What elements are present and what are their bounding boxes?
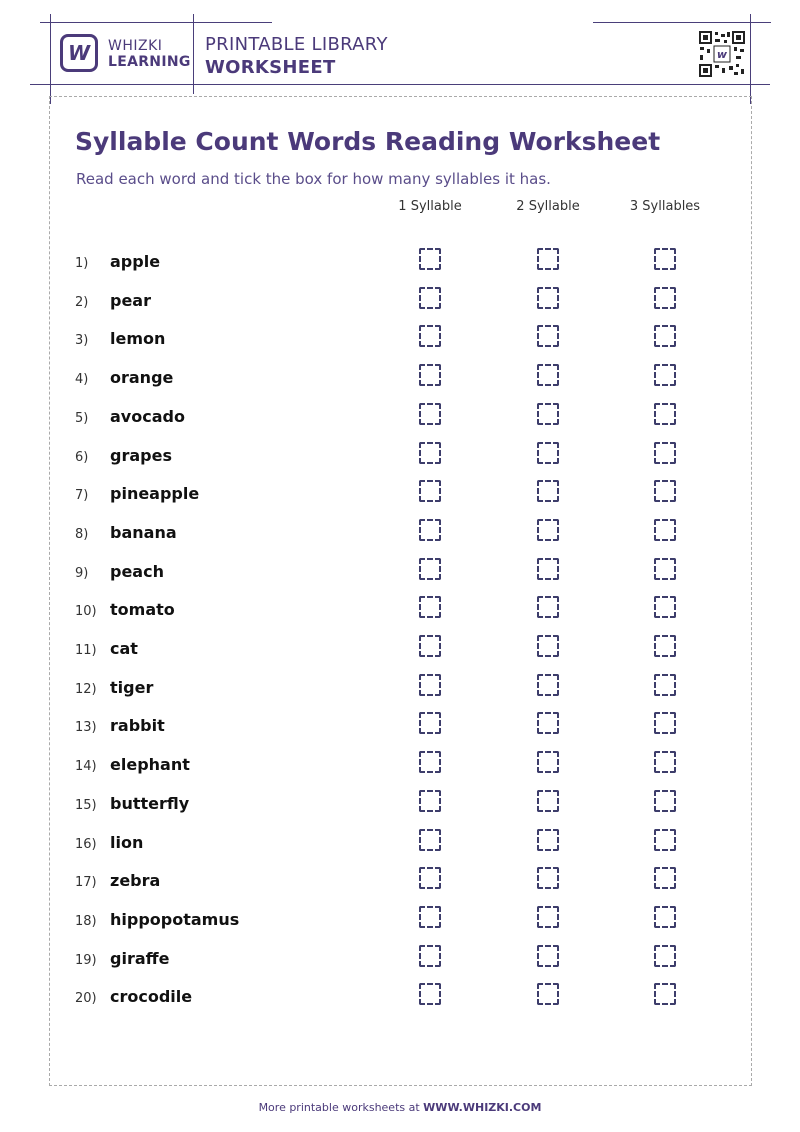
checkbox-1-syllable[interactable] [419, 596, 441, 618]
checkbox-2-syllable[interactable] [537, 945, 559, 967]
library-label: PRINTABLE LIBRARY [205, 34, 388, 55]
checkbox-1-syllable[interactable] [419, 983, 441, 1005]
row-number: 9) [75, 565, 89, 581]
row-number: 13) [75, 720, 97, 736]
row-number: 17) [75, 875, 97, 891]
checkbox-2-syllable[interactable] [537, 790, 559, 812]
word-row [0, 480, 800, 510]
checkbox-3-syllables[interactable] [654, 790, 676, 812]
row-word: pineapple [110, 484, 200, 504]
word-row [0, 751, 800, 781]
row-word: zebra [110, 871, 161, 891]
logo [60, 34, 98, 72]
word-row [0, 712, 800, 742]
row-word: giraffe [110, 948, 170, 968]
checkbox-2-syllable[interactable] [537, 325, 559, 347]
row-number: 16) [75, 836, 97, 852]
word-row [0, 790, 800, 820]
word-row [0, 558, 800, 588]
checkbox-2-syllable[interactable] [537, 248, 559, 270]
row-number: 7) [75, 488, 89, 504]
row-number: 5) [75, 410, 89, 426]
row-word: banana [110, 522, 177, 542]
checkbox-2-syllable[interactable] [537, 635, 559, 657]
checkbox-3-syllables[interactable] [654, 519, 676, 541]
row-word: butterfly [110, 793, 190, 813]
column-header-1-syllable: 1 Syllable [398, 199, 462, 214]
checkbox-1-syllable[interactable] [419, 519, 441, 541]
checkbox-3-syllables[interactable] [654, 596, 676, 618]
word-row [0, 287, 800, 317]
checkbox-3-syllables[interactable] [654, 635, 676, 657]
checkbox-3-syllables[interactable] [654, 674, 676, 696]
word-row [0, 674, 800, 704]
column-header-2-syllable: 2 Syllable [516, 199, 580, 214]
worksheet-title: Syllable Count Words Reading Worksheet [75, 127, 661, 156]
row-word: tiger [110, 677, 154, 697]
row-word: apple [110, 252, 161, 271]
checkbox-1-syllable[interactable] [419, 325, 441, 347]
checkbox-1-syllable[interactable] [419, 712, 441, 734]
footer-link[interactable]: WWW.WHIZKI.COM [423, 1101, 542, 1114]
row-word: crocodile [110, 987, 193, 1007]
row-number: 6) [75, 449, 89, 465]
qr-code [698, 30, 746, 78]
row-number: 18) [75, 913, 97, 929]
row-number: 2) [75, 294, 89, 310]
checkbox-3-syllables[interactable] [654, 248, 676, 270]
row-word: pear [110, 290, 151, 310]
checkbox-2-syllable[interactable] [537, 712, 559, 734]
checkbox-1-syllable[interactable] [419, 635, 441, 657]
checkbox-1-syllable[interactable] [419, 364, 441, 386]
row-word: tomato [110, 600, 175, 620]
row-word: lion [110, 832, 144, 852]
row-word: peach [110, 561, 164, 581]
checkbox-2-syllable[interactable] [537, 983, 559, 1005]
row-number: 15) [75, 797, 97, 813]
word-row [0, 635, 800, 665]
row-word: rabbit [110, 716, 165, 736]
checkbox-2-syllable[interactable] [537, 519, 559, 541]
checkbox-3-syllables[interactable] [654, 829, 676, 851]
checkbox-1-syllable[interactable] [419, 403, 441, 425]
checkbox-1-syllable[interactable] [419, 751, 441, 773]
word-row [0, 945, 800, 975]
word-row [0, 403, 800, 433]
svg-text:w: w [716, 48, 728, 61]
row-word: cat [110, 639, 138, 658]
brand-name-bottom: LEARNING [108, 54, 191, 70]
checkbox-2-syllable[interactable] [537, 403, 559, 425]
checkbox-3-syllables[interactable] [654, 867, 676, 889]
row-word: elephant [110, 755, 190, 775]
checkbox-1-syllable[interactable] [419, 480, 441, 502]
word-row [0, 519, 800, 549]
checkbox-2-syllable[interactable] [537, 674, 559, 696]
checkbox-1-syllable[interactable] [419, 867, 441, 889]
column-header-3-syllables: 3 Syllables [629, 199, 701, 214]
checkbox-3-syllables[interactable] [654, 287, 676, 309]
row-number: 4) [75, 372, 89, 388]
word-row [0, 325, 800, 355]
checkbox-3-syllables[interactable] [654, 364, 676, 386]
checkbox-1-syllable[interactable] [419, 442, 441, 464]
checkbox-3-syllables[interactable] [654, 480, 676, 502]
row-number: 11) [75, 643, 97, 658]
checkbox-3-syllables[interactable] [654, 751, 676, 773]
checkbox-1-syllable[interactable] [419, 790, 441, 812]
checkbox-2-syllable[interactable] [537, 480, 559, 502]
checkbox-3-syllables[interactable] [654, 403, 676, 425]
checkbox-3-syllables[interactable] [654, 906, 676, 928]
row-number: 10) [75, 604, 97, 620]
row-number: 8) [75, 526, 89, 542]
row-number: 3) [75, 333, 89, 349]
checkbox-2-syllable[interactable] [537, 867, 559, 889]
checkbox-3-syllables[interactable] [654, 442, 676, 464]
word-row [0, 867, 800, 897]
footer [0, 1101, 800, 1114]
row-word: hippopotamus [110, 909, 240, 929]
brand-name-top: WHIZKI [108, 38, 163, 54]
row-number: 12) [75, 681, 97, 697]
checkbox-3-syllables[interactable] [654, 325, 676, 347]
worksheet-label: WORKSHEET [205, 57, 336, 78]
checkbox-1-syllable[interactable] [419, 248, 441, 270]
checkbox-1-syllable[interactable] [419, 829, 441, 851]
checkbox-2-syllable[interactable] [537, 596, 559, 618]
word-row [0, 596, 800, 626]
row-word: avocado [110, 406, 185, 426]
checkbox-2-syllable[interactable] [537, 558, 559, 580]
checkbox-1-syllable[interactable] [419, 945, 441, 967]
footer-text: More printable worksheets at [258, 1101, 424, 1114]
word-row [0, 906, 800, 936]
checkbox-1-syllable[interactable] [419, 674, 441, 696]
checkbox-2-syllable[interactable] [537, 906, 559, 928]
row-number: 20) [75, 991, 97, 1007]
worksheet-instruction: Read each word and tick the box for how many syllables it has. [76, 170, 551, 188]
row-number: 1) [75, 256, 89, 271]
header-line-bottom [30, 84, 770, 85]
header-divider-right [750, 14, 751, 104]
row-number: 19) [75, 952, 97, 968]
worksheet-frame [49, 96, 752, 1086]
checkbox-1-syllable[interactable] [419, 906, 441, 928]
word-row [0, 442, 800, 472]
row-word: grapes [110, 445, 172, 465]
logo-letter: W [67, 41, 91, 65]
checkbox-2-syllable[interactable] [537, 829, 559, 851]
row-word: orange [110, 368, 174, 388]
checkbox-3-syllables[interactable] [654, 558, 676, 580]
word-row [0, 364, 800, 394]
word-row [0, 983, 800, 1013]
row-word: lemon [110, 329, 166, 349]
checkbox-2-syllable[interactable] [537, 364, 559, 386]
checkbox-1-syllable[interactable] [419, 558, 441, 580]
checkbox-3-syllables[interactable] [654, 945, 676, 967]
checkbox-1-syllable[interactable] [419, 287, 441, 309]
header-line-top-left [40, 22, 272, 23]
word-row [0, 248, 800, 278]
checkbox-3-syllables[interactable] [654, 712, 676, 734]
header-divider-mid [193, 14, 194, 94]
header-line-top-right [593, 22, 771, 23]
checkbox-3-syllables[interactable] [654, 983, 676, 1005]
header-divider-left [50, 14, 51, 104]
checkbox-2-syllable[interactable] [537, 751, 559, 773]
row-number: 14) [75, 759, 97, 775]
checkbox-2-syllable[interactable] [537, 442, 559, 464]
word-row [0, 829, 800, 859]
checkbox-2-syllable[interactable] [537, 287, 559, 309]
